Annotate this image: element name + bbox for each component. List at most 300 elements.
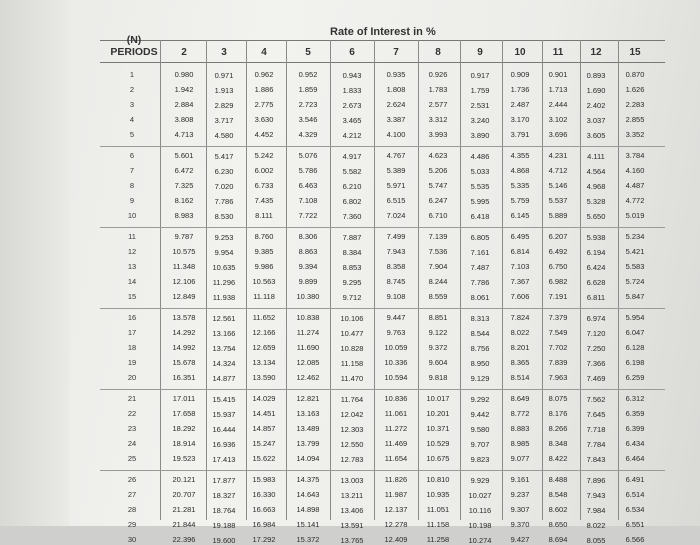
period-label: 8 xyxy=(129,181,135,190)
table-cell: 6.534 xyxy=(625,505,645,514)
table-cell: 12.137 xyxy=(384,505,408,514)
table-cell: 6.710 xyxy=(428,211,448,220)
table-cell: 8.772 xyxy=(510,409,530,418)
table-cell: 9.712 xyxy=(342,292,362,302)
table-cell: 5.019 xyxy=(625,211,645,220)
table-cell: 7.360 xyxy=(342,211,362,221)
rate-header: 2 xyxy=(181,47,187,58)
table-cell: 0.893 xyxy=(586,70,606,80)
table-cell: 9.307 xyxy=(510,505,530,514)
table-cell: 8.514 xyxy=(510,373,530,382)
table-cell: 7.325 xyxy=(174,181,194,190)
table-cell: 9.580 xyxy=(470,424,490,434)
table-cell: 0.909 xyxy=(510,70,530,79)
table-cell: 10.380 xyxy=(296,292,320,301)
table-cell: 19.188 xyxy=(212,520,236,530)
table-cell: 5.328 xyxy=(586,196,606,206)
table-cell: 8.851 xyxy=(428,313,448,322)
table-cell: 11.274 xyxy=(296,328,320,337)
table-cell: 7.786 xyxy=(470,277,490,287)
table-cell: 6.207 xyxy=(548,232,568,241)
period-label: 11 xyxy=(128,232,136,241)
table-cell: 10.563 xyxy=(252,277,276,286)
table-cell: 6.418 xyxy=(470,211,490,221)
table-cell: 6.733 xyxy=(254,181,274,190)
table-cell: 7.536 xyxy=(428,247,448,256)
table-cell: 12.409 xyxy=(384,535,408,544)
table-cell: 7.645 xyxy=(586,409,606,419)
table-cell: 2.624 xyxy=(386,100,406,109)
table-cell: 8.055 xyxy=(586,535,606,545)
table-cell: 8.348 xyxy=(548,439,568,448)
table-cell: 6.002 xyxy=(254,166,274,175)
table-cell: 16.663 xyxy=(252,505,276,514)
table-cell: 6.982 xyxy=(548,277,568,286)
table-cell: 5.417 xyxy=(214,151,234,161)
table-cell: 0.917 xyxy=(470,70,490,80)
table-cell: 8.358 xyxy=(386,262,406,271)
period-label: 17 xyxy=(127,328,137,337)
table-cell: 8.883 xyxy=(510,424,530,433)
table-cell: 5.234 xyxy=(625,232,645,241)
table-cell: 6.210 xyxy=(342,181,362,191)
table-cell: 9.763 xyxy=(386,328,406,337)
table-cell: 7.562 xyxy=(586,394,606,404)
table-cell: 10.836 xyxy=(384,394,408,403)
table-cell: 8.548 xyxy=(548,490,568,499)
page-edge xyxy=(0,0,70,526)
table-cell: 11.652 xyxy=(252,313,276,322)
table-cell: 10.594 xyxy=(384,373,408,382)
table-cell: 10.017 xyxy=(426,394,450,403)
table-cell: 5.847 xyxy=(625,292,645,301)
table-cell: 5.242 xyxy=(254,151,274,160)
table-cell: 15.983 xyxy=(252,475,276,484)
table-cell: 6.515 xyxy=(386,196,406,205)
table-cell: 7.984 xyxy=(586,505,606,515)
period-label: 1 xyxy=(129,70,135,79)
table-cell: 4.713 xyxy=(174,130,194,139)
table-cell: 6.434 xyxy=(625,439,645,448)
table-cell: 15.372 xyxy=(296,535,320,544)
table-cell: 8.602 xyxy=(548,505,568,514)
table-cell: 9.604 xyxy=(428,358,448,367)
table-cell: 7.786 xyxy=(214,196,234,206)
table-cell: 14.094 xyxy=(296,454,320,463)
table-cell: 6.424 xyxy=(586,262,606,272)
table-cell: 0.980 xyxy=(174,70,194,79)
table-cell: 11.690 xyxy=(296,343,320,352)
table-cell: 9.292 xyxy=(470,394,490,404)
table-cell: 1.783 xyxy=(428,85,448,94)
table-cell: 15.937 xyxy=(212,409,236,419)
table-cell: 21.281 xyxy=(172,505,196,514)
table-cell: 0.943 xyxy=(342,70,362,80)
table-cell: 16.936 xyxy=(212,439,236,449)
table-cell: 13.591 xyxy=(340,520,364,530)
table-cell: 11.469 xyxy=(384,439,408,448)
table-cell: 9.954 xyxy=(214,247,234,257)
table-cell: 11.272 xyxy=(384,424,408,433)
table-cell: 8.756 xyxy=(470,343,490,353)
table-cell: 14.292 xyxy=(172,328,196,337)
table-cell: 11.826 xyxy=(384,475,408,484)
table-cell: 5.747 xyxy=(428,181,448,190)
table-cell: 7.108 xyxy=(298,196,318,205)
table-cell: 3.102 xyxy=(548,115,568,124)
table-cell: 4.623 xyxy=(428,151,448,160)
table-cell: 1.626 xyxy=(625,85,645,94)
table-cell: 11.348 xyxy=(172,262,196,271)
table-cell: 8.863 xyxy=(298,247,318,256)
table-cell: 10.027 xyxy=(468,490,492,500)
table-cell: 6.802 xyxy=(342,196,362,206)
table-cell: 15.247 xyxy=(252,439,276,448)
table-cell: 11.764 xyxy=(340,394,364,404)
rate-header: 12 xyxy=(590,47,602,58)
table-cell: 16.351 xyxy=(172,373,196,382)
table-cell: 7.784 xyxy=(586,439,606,449)
rate-header: 3 xyxy=(221,47,227,58)
table-cell: 11.470 xyxy=(340,373,364,383)
table-cell: 14.375 xyxy=(296,475,320,484)
table-cell: 7.435 xyxy=(254,196,274,205)
table-cell: 9.370 xyxy=(510,520,530,529)
table-cell: 13.406 xyxy=(340,505,364,515)
table-cell: 7.120 xyxy=(586,328,606,338)
table-cell: 7.606 xyxy=(510,292,530,301)
table-cell: 7.161 xyxy=(470,247,490,257)
table-cell: 12.303 xyxy=(340,424,364,434)
table-cell: 1.759 xyxy=(470,85,490,95)
table-cell: 6.145 xyxy=(510,211,530,220)
table-cell: 7.722 xyxy=(298,211,318,220)
period-label: 16 xyxy=(127,313,137,322)
table-cell: 7.191 xyxy=(548,292,568,301)
table-cell: 10.838 xyxy=(296,313,320,322)
rate-header: 5 xyxy=(305,47,311,58)
table-cell: 9.253 xyxy=(214,232,234,242)
rate-header: 10 xyxy=(514,47,526,58)
table-cell: 6.198 xyxy=(625,358,645,367)
table-cell: 5.421 xyxy=(625,247,645,256)
table-cell: 2.577 xyxy=(428,100,448,109)
band-divider xyxy=(100,146,665,147)
table-cell: 8.488 xyxy=(548,475,568,484)
table-cell: 6.128 xyxy=(625,343,645,352)
periods-header xyxy=(104,34,164,58)
table-cell: 8.745 xyxy=(386,277,406,286)
table-cell: 13.765 xyxy=(340,535,364,545)
table-cell: 10.106 xyxy=(340,313,364,323)
table-cell: 19.600 xyxy=(212,535,236,545)
table-cell: 4.968 xyxy=(586,181,606,191)
period-label: 12 xyxy=(127,247,137,256)
period-label: 26 xyxy=(127,475,137,484)
table-cell: 10.935 xyxy=(426,490,450,499)
table-cell: 6.230 xyxy=(214,166,234,176)
table-cell: 17.413 xyxy=(212,454,236,464)
table-cell: 2.884 xyxy=(174,100,194,109)
table-cell: 5.076 xyxy=(298,151,318,160)
table-cell: 12.659 xyxy=(252,343,276,352)
table-cell: 7.843 xyxy=(586,454,606,464)
table-cell: 8.559 xyxy=(428,292,448,301)
period-label: 6 xyxy=(129,151,135,160)
table-cell: 10.675 xyxy=(426,454,450,463)
table-cell: 5.724 xyxy=(625,277,645,286)
table-cell: 4.712 xyxy=(548,166,568,175)
table-cell: 7.887 xyxy=(342,232,362,242)
period-label: 25 xyxy=(127,454,137,463)
table-cell: 0.952 xyxy=(298,70,318,79)
period-label: 18 xyxy=(127,343,137,352)
table-cell: 6.472 xyxy=(174,166,194,175)
table-cell: 5.601 xyxy=(174,151,194,160)
table-cell: 13.163 xyxy=(296,409,320,418)
table-cell: 17.292 xyxy=(252,535,276,544)
rate-header: 6 xyxy=(349,47,355,58)
table-cell: 3.605 xyxy=(586,130,606,140)
table-cell: 7.839 xyxy=(548,358,568,367)
table-cell: 5.954 xyxy=(625,313,645,322)
table-cell: 12.085 xyxy=(296,358,320,367)
rate-header: 8 xyxy=(435,47,441,58)
table-cell: 8.694 xyxy=(548,535,568,544)
table-cell: 3.352 xyxy=(625,130,645,139)
table-cell: 3.312 xyxy=(428,115,448,124)
table-cell: 12.550 xyxy=(340,439,364,449)
table-cell: 5.938 xyxy=(586,232,606,242)
table-cell: 5.583 xyxy=(625,262,645,271)
table-cell: 7.367 xyxy=(510,277,530,286)
table-cell: 14.451 xyxy=(252,409,276,418)
table-cell: 1.690 xyxy=(586,85,606,95)
table-cell: 14.898 xyxy=(296,505,320,514)
table-cell: 8.022 xyxy=(510,328,530,337)
table-cell: 5.995 xyxy=(470,196,490,206)
table-cell: 17.011 xyxy=(172,394,196,403)
table-cell: 4.355 xyxy=(510,151,530,160)
table-cell: 6.464 xyxy=(625,454,645,463)
table-cell: 9.108 xyxy=(386,292,406,301)
table-cell: 12.783 xyxy=(340,454,364,464)
table-cell: 10.198 xyxy=(468,520,492,530)
table-cell: 7.824 xyxy=(510,313,530,322)
table-cell: 5.146 xyxy=(548,181,568,190)
table-cell: 7.469 xyxy=(586,373,606,383)
table-cell: 0.935 xyxy=(386,70,406,79)
table-cell: 2.402 xyxy=(586,100,606,110)
period-label: 10 xyxy=(127,211,137,220)
table-cell: 8.983 xyxy=(174,211,194,220)
table-cell: 2.444 xyxy=(548,100,568,109)
table-cell: 2.531 xyxy=(470,100,490,110)
table-cell: 9.929 xyxy=(470,475,490,485)
table-cell: 4.564 xyxy=(586,166,606,176)
table-cell: 14.857 xyxy=(252,424,276,433)
table-cell: 8.061 xyxy=(470,292,490,302)
table-cell: 16.444 xyxy=(212,424,236,434)
table-cell: 10.336 xyxy=(384,358,408,367)
table-cell: 9.986 xyxy=(254,262,274,271)
period-label: 24 xyxy=(127,439,137,448)
table-cell: 5.971 xyxy=(386,181,406,190)
table-cell: 10.371 xyxy=(426,424,450,433)
table-cell: 8.422 xyxy=(548,454,568,463)
table-cell: 9.818 xyxy=(428,373,448,382)
period-label: 2 xyxy=(129,85,135,94)
table-cell: 11.987 xyxy=(384,490,408,499)
table-cell: 15.141 xyxy=(296,520,320,529)
table-cell: 13.211 xyxy=(340,490,364,500)
table-cell: 11.158 xyxy=(340,358,364,368)
table-cell: 4.767 xyxy=(386,151,406,160)
table-cell: 14.643 xyxy=(296,490,320,499)
table-cell: 6.491 xyxy=(625,475,645,484)
table-cell: 7.896 xyxy=(586,475,606,485)
table-cell: 5.335 xyxy=(510,181,530,190)
period-label: 14 xyxy=(127,277,137,286)
table-cell: 10.201 xyxy=(426,409,450,418)
period-label: 30 xyxy=(127,535,137,544)
table-cell: 8.544 xyxy=(470,328,490,338)
table-cell: 9.161 xyxy=(510,475,530,484)
table-cell: 12.042 xyxy=(340,409,364,419)
table-cell: 3.808 xyxy=(174,115,194,124)
table-cell: 0.962 xyxy=(254,70,274,79)
table-cell: 8.365 xyxy=(510,358,530,367)
table-cell: 0.901 xyxy=(548,70,568,79)
table-cell: 8.244 xyxy=(428,277,448,286)
table-cell: 9.447 xyxy=(386,313,406,322)
period-label: 29 xyxy=(127,520,137,529)
table-cell: 3.465 xyxy=(342,115,362,125)
table-cell: 1.859 xyxy=(298,85,318,94)
table-cell: 2.673 xyxy=(342,100,362,110)
table-cell: 8.201 xyxy=(510,343,530,352)
table-cell: 4.917 xyxy=(342,151,362,161)
table-cell: 0.870 xyxy=(625,70,645,79)
table-cell: 5.033 xyxy=(470,166,490,176)
table-cell: 6.247 xyxy=(428,196,448,205)
table-cell: 0.926 xyxy=(428,70,448,79)
period-label: 23 xyxy=(127,424,137,433)
table-cell: 12.821 xyxy=(296,394,320,403)
table-cell: 9.823 xyxy=(470,454,490,464)
table-cell: 1.808 xyxy=(386,85,406,94)
table-cell: 15.415 xyxy=(212,394,236,404)
table-cell: 7.139 xyxy=(428,232,448,241)
table-cell: 3.037 xyxy=(586,115,606,125)
table-cell: 11.938 xyxy=(212,292,236,302)
table-cell: 4.160 xyxy=(625,166,645,175)
period-label: 15 xyxy=(127,292,137,301)
table-cell: 13.754 xyxy=(212,343,236,353)
table-cell: 20.707 xyxy=(172,490,196,499)
table-cell: 6.628 xyxy=(586,277,606,287)
table-cell: 8.384 xyxy=(342,247,362,257)
table-cell: 11.296 xyxy=(212,277,236,287)
table-cell: 6.047 xyxy=(625,328,645,337)
table-cell: 10.059 xyxy=(384,343,408,352)
table-cell: 6.750 xyxy=(548,262,568,271)
table-cell: 1.833 xyxy=(342,85,362,95)
table-cell: 5.535 xyxy=(470,181,490,191)
table-cell: 12.278 xyxy=(384,520,408,529)
table-cell: 9.707 xyxy=(470,439,490,449)
table-cell: 5.650 xyxy=(586,211,606,221)
table-cell: 16.984 xyxy=(252,520,276,529)
rate-header: 9 xyxy=(477,47,483,58)
table-cell: 13.578 xyxy=(172,313,196,322)
table-cell: 7.103 xyxy=(510,262,530,271)
table-cell: 3.240 xyxy=(470,115,490,125)
table-cell: 6.974 xyxy=(586,313,606,323)
table-cell: 7.499 xyxy=(386,232,406,241)
table-cell: 4.100 xyxy=(386,130,406,139)
table-cell: 4.329 xyxy=(298,130,318,139)
table-cell: 5.759 xyxy=(510,196,530,205)
table-cell: 6.514 xyxy=(625,490,645,499)
table-cell: 1.886 xyxy=(254,85,274,94)
periods-header-n: (N) xyxy=(126,34,142,46)
table-cell: 4.868 xyxy=(510,166,530,175)
rate-header: 4 xyxy=(261,47,267,58)
table-cell: 9.385 xyxy=(254,247,274,256)
table-cell: 7.379 xyxy=(548,313,568,322)
table-cell: 13.489 xyxy=(296,424,320,433)
table-cell: 9.122 xyxy=(428,328,448,337)
table-cell: 7.020 xyxy=(214,181,234,191)
rate-header: 7 xyxy=(393,47,399,58)
table-caption: Rate of Interest in % xyxy=(330,26,436,38)
period-label: 4 xyxy=(129,115,135,124)
table-cell: 6.814 xyxy=(510,247,530,256)
table-cell: 3.387 xyxy=(386,115,406,124)
table-cell: 8.650 xyxy=(548,520,568,529)
table-cell: 17.877 xyxy=(212,475,236,485)
period-label: 13 xyxy=(127,262,137,271)
table-cell: 0.971 xyxy=(214,70,234,80)
table-cell: 8.853 xyxy=(342,262,362,272)
table-cell: 7.904 xyxy=(428,262,448,271)
table-cell: 3.630 xyxy=(254,115,274,124)
table-cell: 3.890 xyxy=(470,130,490,140)
table-cell: 10.529 xyxy=(426,439,450,448)
table-cell: 4.486 xyxy=(470,151,490,161)
table-cell: 13.799 xyxy=(296,439,320,448)
table-cell: 4.452 xyxy=(254,130,274,139)
table-cell: 9.295 xyxy=(342,277,362,287)
period-label: 19 xyxy=(127,358,137,367)
table-cell: 6.566 xyxy=(625,535,645,544)
table-cell: 2.855 xyxy=(625,115,645,124)
table-cell: 9.442 xyxy=(470,409,490,419)
table-cell: 5.206 xyxy=(428,166,448,175)
band-divider xyxy=(100,470,665,471)
table-cell: 3.784 xyxy=(625,151,645,160)
table-cell: 6.359 xyxy=(625,409,645,418)
period-label: 21 xyxy=(127,394,137,403)
table-cell: 7.549 xyxy=(548,328,568,337)
period-label: 22 xyxy=(127,409,137,418)
table-cell: 2.283 xyxy=(625,100,645,109)
table-cell: 12.166 xyxy=(252,328,276,337)
table-cell: 7.366 xyxy=(586,358,606,368)
table-cell: 10.116 xyxy=(468,505,492,515)
table-cell: 11.654 xyxy=(384,454,408,463)
